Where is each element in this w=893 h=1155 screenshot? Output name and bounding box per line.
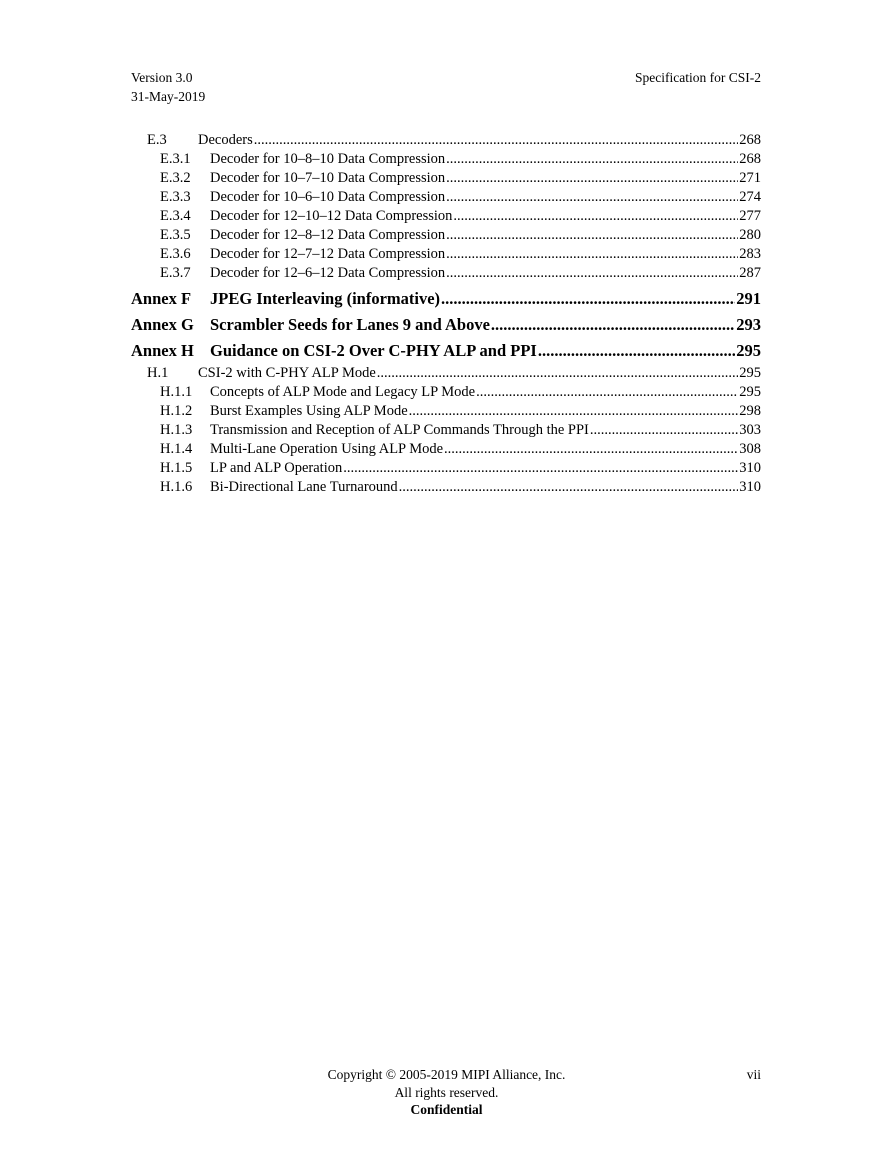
toc-entry-title: Decoder for 10–8–10 Data Compression [210, 151, 446, 167]
toc-entry-number: E.3.1 [160, 151, 191, 167]
toc-entry-title: LP and ALP Operation [210, 460, 343, 476]
page-number: vii [746, 1067, 761, 1082]
date-label: 31-May-2019 [131, 89, 206, 104]
toc-entry-page: 308 [739, 441, 761, 457]
toc-leader-dots [446, 169, 738, 188]
spec-title: Specification for CSI-2 [635, 70, 761, 85]
toc-leader-dots [399, 478, 739, 497]
version-label: Version 3.0 [131, 70, 193, 85]
toc-entry[interactable] [131, 131, 761, 150]
toc-entry-title: Burst Examples Using ALP Mode [210, 403, 408, 419]
toc-leader-dots [254, 131, 738, 150]
toc-entry[interactable] [131, 245, 761, 264]
toc-entry[interactable] [131, 402, 761, 421]
toc-entry[interactable] [131, 440, 761, 459]
toc-entry-page: 277 [739, 208, 761, 224]
toc-entry-title: CSI-2 with C-PHY ALP Mode [198, 365, 376, 381]
toc-entry-number: H.1.3 [160, 422, 193, 438]
toc-entry-title: Concepts of ALP Mode and Legacy LP Mode [210, 384, 476, 400]
page-header-left [131, 68, 205, 106]
toc-entry-page: 268 [739, 151, 761, 167]
toc-entry[interactable] [131, 207, 761, 226]
toc-entry-number: Annex H [131, 341, 194, 360]
toc-entry-title: Decoders [198, 132, 253, 148]
toc-entry[interactable] [131, 169, 761, 188]
toc-leader-dots [446, 245, 738, 264]
toc-entry[interactable] [131, 150, 761, 169]
toc-entry[interactable] [131, 478, 761, 497]
toc-entry[interactable] [131, 421, 761, 440]
toc-entry-number: H.1.1 [160, 384, 193, 400]
toc-leader-dots [377, 364, 738, 383]
toc-entry-title: Scrambler Seeds for Lanes 9 and Above [210, 315, 490, 334]
toc-entry-number: H.1.4 [160, 441, 193, 457]
toc-entry-number: E.3.7 [160, 265, 191, 281]
toc-entry-title: Multi-Lane Operation Using ALP Mode [210, 441, 444, 457]
toc-entry-title: JPEG Interleaving (informative) [210, 289, 441, 308]
toc-entry-number: Annex G [131, 315, 194, 334]
toc-leader-dots [446, 264, 738, 283]
toc-leader-dots [444, 440, 738, 459]
confidential-label: Confidential [410, 1102, 483, 1117]
toc-entry-number: H.1 [147, 365, 169, 381]
toc-entry-page: 310 [739, 479, 761, 495]
toc-entry-number: E.3.4 [160, 208, 191, 224]
rights-text: All rights reserved. [394, 1084, 499, 1100]
toc-entry-page: 268 [739, 132, 761, 148]
toc-entry-page: 295 [739, 365, 761, 381]
toc-annex-entry[interactable] [131, 286, 761, 312]
toc-leader-dots [491, 312, 735, 338]
toc-entry-page: 298 [739, 403, 761, 419]
toc-entry-page: 280 [739, 227, 761, 243]
toc-entry-number: H.1.2 [160, 403, 193, 419]
toc-entry[interactable] [131, 459, 761, 478]
table-of-contents [131, 131, 761, 497]
toc-leader-dots [441, 286, 735, 312]
toc-entry-title: Decoder for 12–10–12 Data Compression [210, 208, 453, 224]
copyright-text: Copyright © 2005-2019 MIPI Alliance, Inc. [327, 1067, 566, 1082]
toc-entry-number: E.3.2 [160, 170, 191, 186]
toc-entry-number: Annex F [131, 289, 192, 308]
toc-entry[interactable] [131, 188, 761, 207]
toc-entry-page: 303 [739, 422, 761, 438]
toc-leader-dots [453, 207, 738, 226]
toc-entry-page: 287 [739, 265, 761, 281]
toc-entry-title: Decoder for 12–7–12 Data Compression [210, 246, 446, 262]
toc-leader-dots [476, 383, 738, 402]
toc-leader-dots [409, 402, 739, 421]
toc-entry-number: E.3.5 [160, 227, 191, 243]
toc-entry[interactable] [131, 264, 761, 283]
toc-entry-title: Decoder for 10–6–10 Data Compression [210, 189, 446, 205]
toc-entry-number: E.3.3 [160, 189, 191, 205]
toc-entry-number: H.1.6 [160, 479, 193, 495]
toc-annex-entry[interactable] [131, 312, 761, 338]
toc-entry-title: Decoder for 12–8–12 Data Compression [210, 227, 446, 243]
toc-entry-number: H.1.5 [160, 460, 193, 476]
toc-leader-dots [446, 150, 738, 169]
toc-entry-title: Bi-Directional Lane Turnaround [210, 479, 398, 495]
toc-leader-dots [590, 421, 738, 440]
toc-leader-dots [343, 459, 738, 478]
toc-entry-title: Decoder for 12–6–12 Data Compression [210, 265, 446, 281]
toc-entry-page: 271 [739, 170, 761, 186]
toc-leader-dots [446, 188, 738, 207]
toc-entry-page: 293 [736, 315, 761, 334]
toc-entry[interactable] [131, 383, 761, 402]
toc-entry-page: 291 [736, 289, 761, 308]
toc-entry-page: 283 [739, 246, 761, 262]
toc-entry[interactable] [131, 364, 761, 383]
toc-leader-dots [446, 226, 738, 245]
toc-entry-number: E.3.6 [160, 246, 191, 262]
toc-annex-entry[interactable] [131, 338, 761, 364]
toc-entry-page: 295 [736, 341, 761, 360]
toc-leader-dots [538, 338, 735, 364]
toc-entry-title: Transmission and Reception of ALP Commands Through the PPI [210, 422, 589, 438]
toc-entry-page: 310 [739, 460, 761, 476]
toc-entry-page: 295 [739, 384, 761, 400]
toc-entry-number: E.3 [147, 132, 167, 148]
toc-entry-title: Guidance on CSI-2 Over C-PHY ALP and PPI [210, 341, 537, 360]
toc-entry-page: 274 [739, 189, 761, 205]
toc-entry-title: Decoder for 10–7–10 Data Compression [210, 170, 446, 186]
toc-entry[interactable] [131, 226, 761, 245]
